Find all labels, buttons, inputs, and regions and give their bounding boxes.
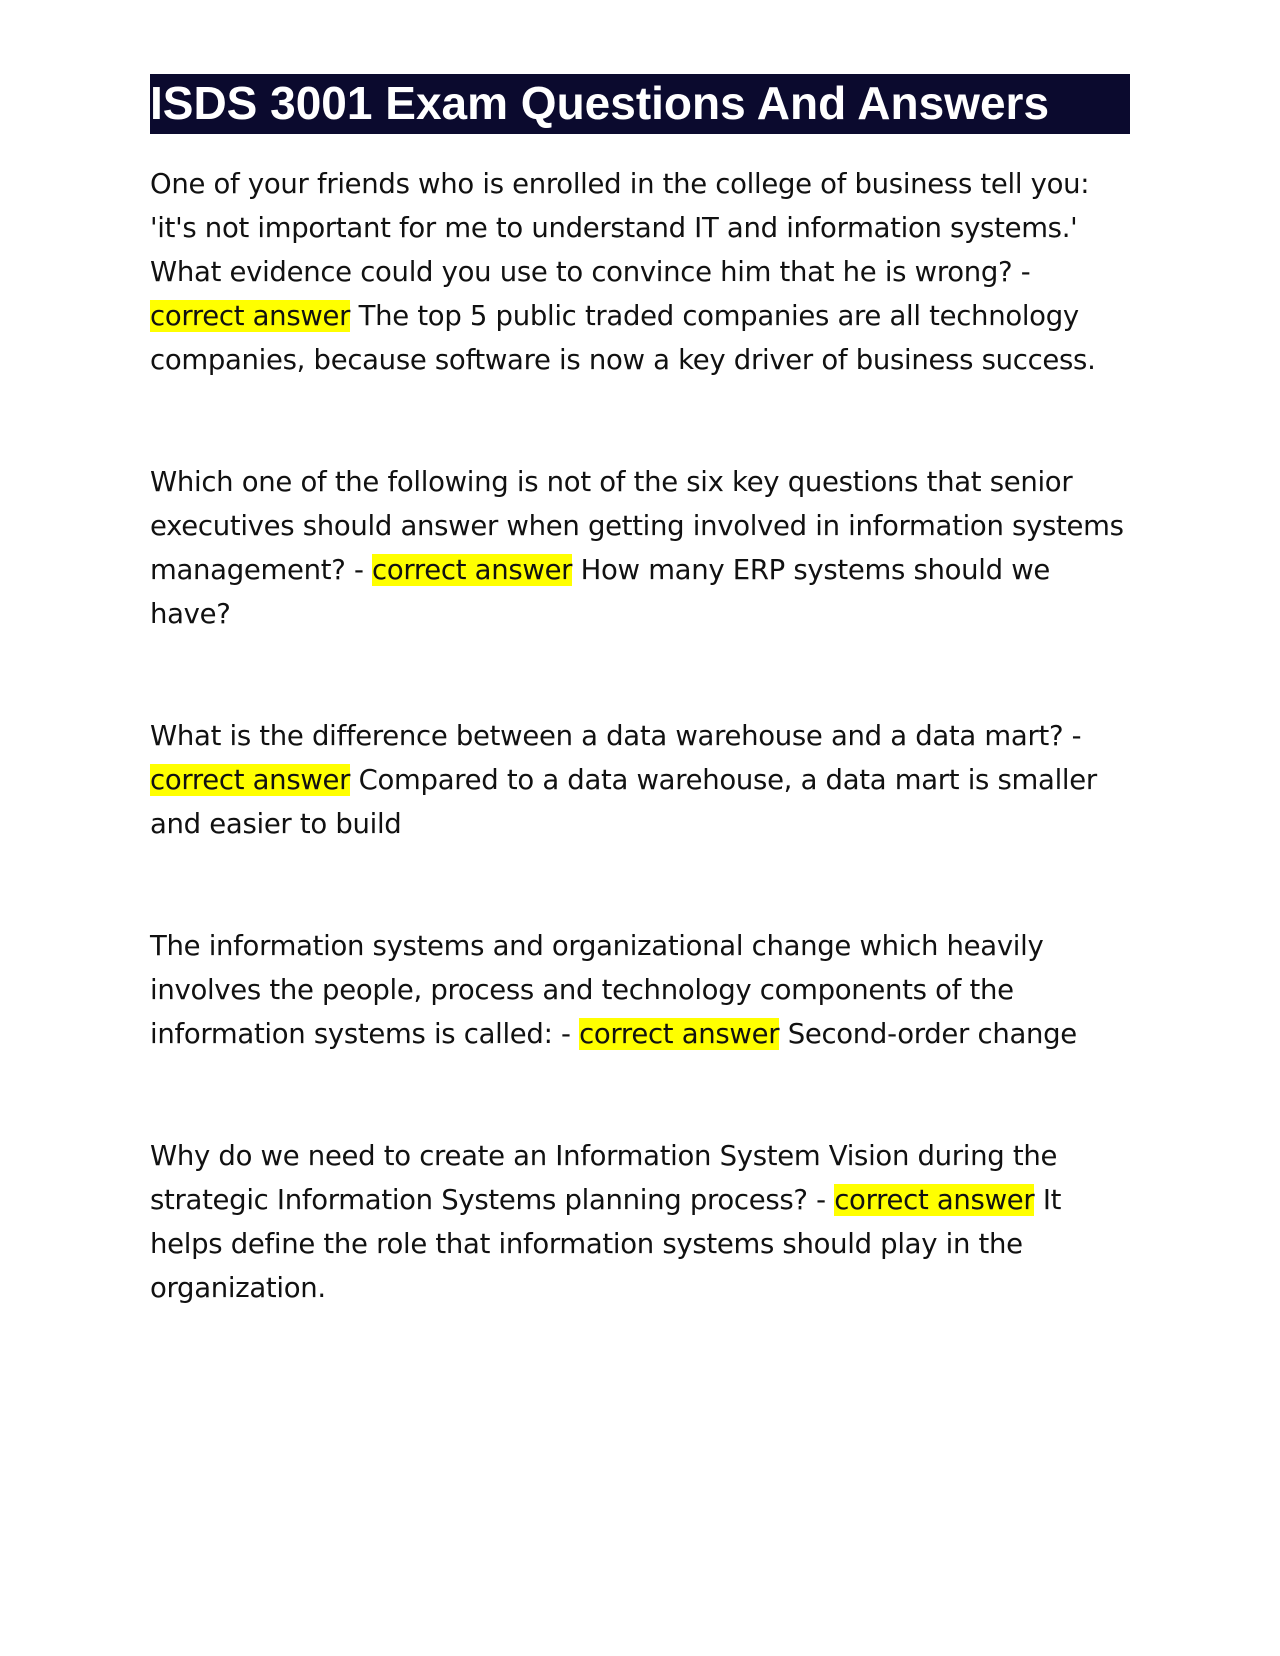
document-page <box>150 74 1130 1310</box>
answer-text: It helps define the role that information systems should play in the organization. <box>150 1184 1062 1304</box>
answer-text: How many ERP systems should we have? <box>150 554 1051 630</box>
answer-text: Second-order change <box>787 1018 1077 1050</box>
qa-item-2 <box>150 460 1130 636</box>
document-title: ISDS 3001 Exam Questions And Answers <box>150 74 1130 134</box>
answer-text: The top 5 public traded companies are all technology companies, because software is now a key driver of business success. <box>150 300 1096 376</box>
question-text: What is the difference between a data warehouse and a data mart? - <box>150 720 1082 752</box>
question-text: The information systems and organizational change which heavily involves the people, process and technology components of the information systems is called: - <box>150 930 1044 1050</box>
answer-label-highlight: correct answer <box>834 1184 1035 1216</box>
question-text: One of your friends who is enrolled in the college of business tell you: 'it's not important for me to understand IT and information systems.' What evidence could you use to convince him that he is wrong? - <box>150 168 1090 288</box>
answer-text: Compared to a data warehouse, a data mart is smaller and easier to build <box>150 764 1097 840</box>
answer-label-highlight: correct answer <box>579 1018 780 1050</box>
answer-label-highlight: correct answer <box>372 554 573 586</box>
question-text: Why do we need to create an Information System Vision during the strategic Information Systems planning process? - <box>150 1140 1058 1216</box>
qa-item-5 <box>150 1134 1130 1310</box>
qa-item-3 <box>150 714 1130 846</box>
answer-label-highlight: correct answer <box>150 300 351 332</box>
answer-label-highlight: correct answer <box>150 764 351 796</box>
question-text: Which one of the following is not of the six key questions that senior executives should answer when getting involved in information systems management? - <box>150 466 1124 586</box>
qa-item-1 <box>150 162 1130 382</box>
qa-item-4 <box>150 924 1130 1056</box>
